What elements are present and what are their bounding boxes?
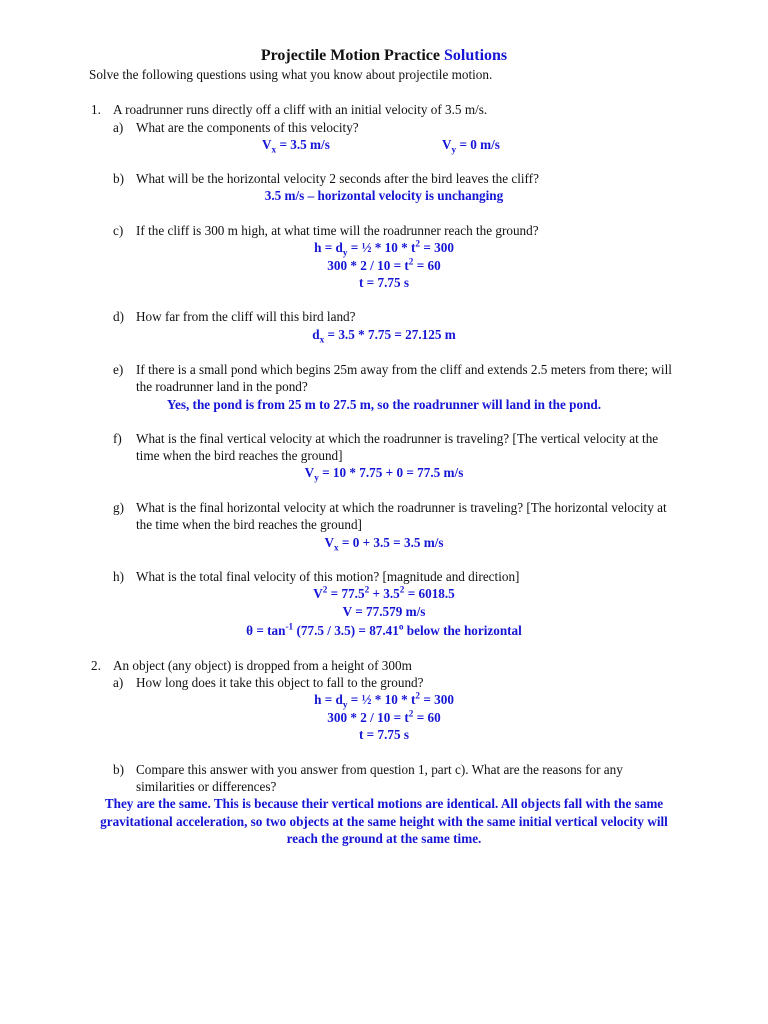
q1f-answer: $V_y = 10 * 7.75 + 0 = 77.5$ m/s: [304, 465, 464, 483]
q1-number: 1.: [91, 102, 101, 117]
q1c-answer-line1: $h = d_y$ = ½ * $10 * t^2 = 300$: [314, 238, 454, 258]
q1h-answer-line1: $V^2 = 77.5^2 + 3.5^2 = 6018.5$: [313, 584, 455, 601]
q1b-answer: 3.5 m/s – horizontal velocity is unchanging: [264, 188, 504, 203]
page-title: [0, 46, 768, 66]
q2-number: 2.: [91, 658, 101, 673]
q1d-text: How far from the cliff will this bird land?: [136, 309, 356, 324]
q1c-answer-line2: $300 * 2 / 10 = t^2 = 60$: [327, 256, 441, 273]
q1d-answer: $d_x = 3.5 * 7.75 = 27.125$ m: [312, 327, 456, 345]
q1h-answer-line3: $\theta = \tan^{-1} (77.5 / 3.5) = 87.41^o$ below the horizontal: [246, 621, 522, 638]
q2b-letter: b): [113, 762, 124, 777]
q2a-answer-line3: t = 7.75 s: [358, 727, 409, 742]
q1a-answer-vy: $V_y = 0$ m/s: [442, 137, 500, 155]
q2b-answer: They are the same. This is because their vertical motions are identical. All objects fall with the same gravitational acceleration, so two objects at the same height with the same initial vertical velocity will reach the ground at the same time.: [100, 796, 668, 846]
q1h-letter: h): [113, 569, 124, 584]
q1g-answer: $V_x = 0 + 3.5 = 3.5$ m/s: [324, 535, 444, 553]
q2b-text: Compare this answer with you answer from question 1, part c). What are the reasons for any similarities or differences?: [136, 762, 623, 794]
q1g-letter: g): [113, 500, 124, 515]
q1e-answer: Yes, the pond is from 25 m to 27.5 m, so the roadrunner will land in the pond.: [166, 397, 602, 412]
q1e-text: If there is a small pond which begins 25m away from the cliff and extends 2.5 meters from there; will the roadrunner land in the pond?: [136, 362, 672, 394]
title-main: Projectile Motion Practice: [260, 47, 441, 64]
q1b-letter: b): [113, 171, 124, 186]
q1g-text: What is the final horizontal velocity at which the roadrunner is traveling? [The horizontal velocity at the time when the bird reaches the ground]: [136, 500, 667, 532]
q1f-letter: f): [113, 431, 122, 446]
q1c-answer-line3: t = 7.75 s: [358, 275, 409, 290]
q1e-letter: e): [113, 362, 124, 377]
q1h-text: What is the total final velocity of this motion? [magnitude and direction]: [136, 569, 520, 584]
q2a-letter: a): [113, 675, 124, 690]
q2a-answer-line2: $300 * 2 / 10 = t^2 = 60$: [327, 708, 441, 725]
q2a-text: How long does it take this object to fall to the ground?: [136, 675, 424, 690]
q2-text: An object (any object) is dropped from a height of 300m: [113, 658, 412, 673]
q1-text: A roadrunner runs directly off a cliff with an initial velocity of 3.5 m/s.: [113, 102, 488, 117]
intro-instructions: Solve the following questions using what you know about projectile motion.: [89, 67, 493, 82]
q1a-letter: a): [113, 120, 124, 135]
q1c-letter: c): [113, 223, 124, 238]
q2a-answer-line1: $h = d_y$ = ½ * $10 * t^2 = 300$: [314, 690, 454, 710]
q1c-text: If the cliff is 300 m high, at what time will the roadrunner reach the ground?: [136, 223, 539, 238]
q1d-letter: d): [113, 309, 124, 324]
q1a-answer-vx: $V_x = 3.5$ m/s: [262, 137, 330, 155]
title-accent: Solutions: [444, 47, 508, 64]
q1b-text: What will be the horizontal velocity 2 seconds after the bird leaves the cliff?: [136, 171, 539, 186]
q1h-answer-line2: V = 77.579 m/s: [342, 604, 426, 619]
q1a-text: What are the components of this velocity?: [136, 120, 359, 135]
q1f-text: What is the final vertical velocity at which the roadrunner is traveling? [The vertical velocity at the time when the bird reaches the ground]: [136, 431, 659, 463]
